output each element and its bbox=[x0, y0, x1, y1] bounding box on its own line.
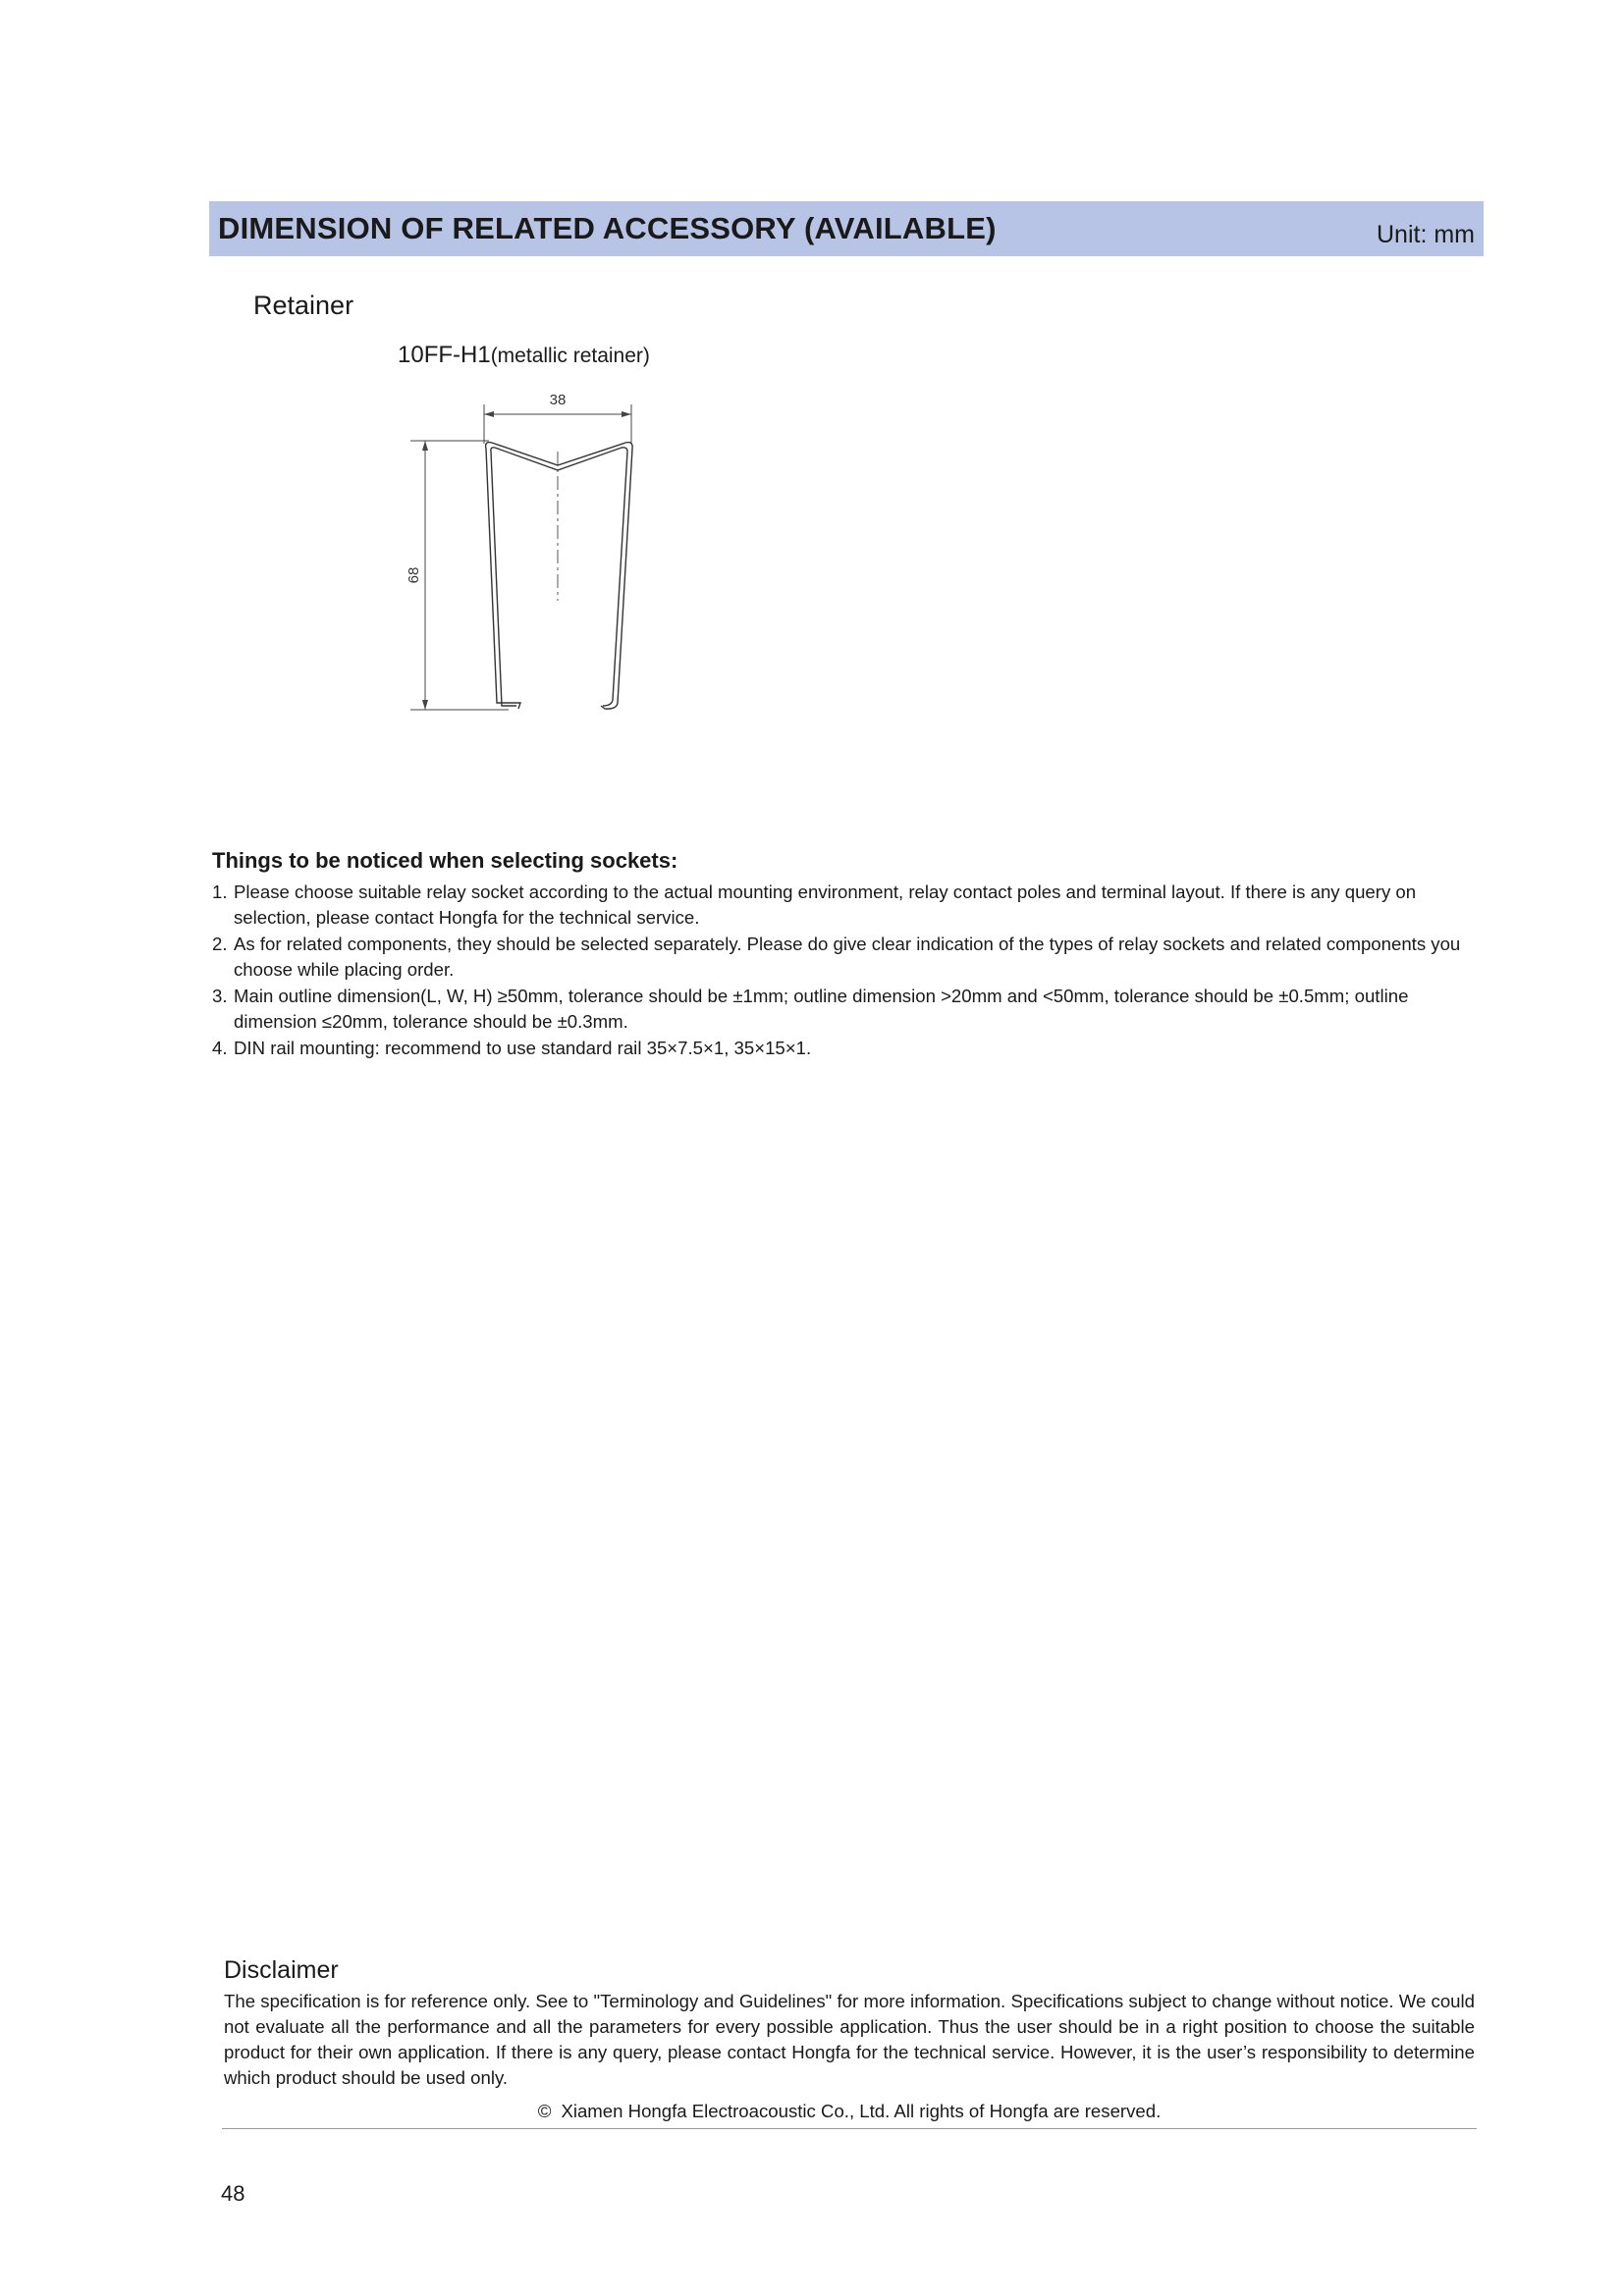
width-dimension bbox=[484, 392, 631, 444]
notice-item-number: 1. bbox=[212, 881, 228, 902]
retainer-outline-outer bbox=[486, 443, 633, 710]
notice-item bbox=[212, 984, 1489, 1035]
section-header-bar bbox=[209, 201, 1484, 256]
height-dimension-label: 68 bbox=[406, 566, 422, 584]
retainer-dimension-drawing bbox=[393, 383, 677, 726]
disclaimer-body: The specification is for reference only. See to "Terminology and Guidelines" for more information. Specifications subject to change without notice. We could not evaluate all the performance and all the parameters for every possible application. Thus the user should be in a right position to choose the suitable product for their own application. If there is any query, please contact Hongfa for the technical service. However, it is the user’s responsibility to determine which product should be used only. bbox=[224, 1991, 1475, 2088]
footer-divider bbox=[222, 2128, 1477, 2129]
page-number: 48 bbox=[221, 2181, 245, 2206]
copyright-text: Xiamen Hongfa Electroacoustic Co., Ltd. All rights of Hongfa are reserved. bbox=[561, 2101, 1162, 2121]
copyright-symbol: © bbox=[537, 2101, 552, 2121]
notice-list bbox=[212, 880, 1489, 1062]
width-dimension-label: 38 bbox=[549, 392, 567, 408]
notice-item-number: 4. bbox=[212, 1038, 228, 1058]
notice-item bbox=[212, 880, 1489, 931]
notice-item-number: 3. bbox=[212, 986, 228, 1006]
retainer-outline-inner bbox=[491, 448, 627, 706]
notice-item-text: DIN rail mounting: recommend to use standard rail 35×7.5×1, 35×15×1. bbox=[234, 1038, 812, 1058]
notice-item-text: Please choose suitable relay socket according to the actual mounting environment, relay contact poles and terminal layout. If there is any query on selection, please contact Hongfa for the technical service. bbox=[234, 881, 1417, 928]
notice-item bbox=[212, 1036, 1489, 1061]
retainer-heading: Retainer bbox=[253, 291, 354, 320]
part-code: 10FF-H1 bbox=[398, 342, 491, 368]
disclaimer-title: Disclaimer bbox=[224, 1956, 339, 1984]
part-description: (metallic retainer) bbox=[490, 345, 650, 367]
notice-item bbox=[212, 932, 1489, 983]
copyright-line bbox=[224, 2101, 1475, 2122]
notice-item-text: As for related components, they should be selected separately. Please do give clear indication of the types of relay sockets and related components you choose while placing order. bbox=[234, 934, 1461, 980]
section-header-title: DIMENSION OF RELATED ACCESSORY (AVAILABLE) bbox=[218, 211, 997, 245]
notice-item-number: 2. bbox=[212, 934, 228, 954]
unit-label: Unit: mm bbox=[1377, 221, 1475, 248]
notice-heading: Things to be noticed when selecting sockets: bbox=[212, 848, 678, 873]
part-label bbox=[398, 342, 650, 369]
notice-item-text: Main outline dimension(L, W, H) ≥50mm, tolerance should be ±1mm; outline dimension >20mm and <50mm, tolerance should be ±0.5mm; outline dimension ≤20mm, tolerance should be ±0.3mm. bbox=[234, 986, 1409, 1032]
height-dimension bbox=[406, 441, 509, 710]
